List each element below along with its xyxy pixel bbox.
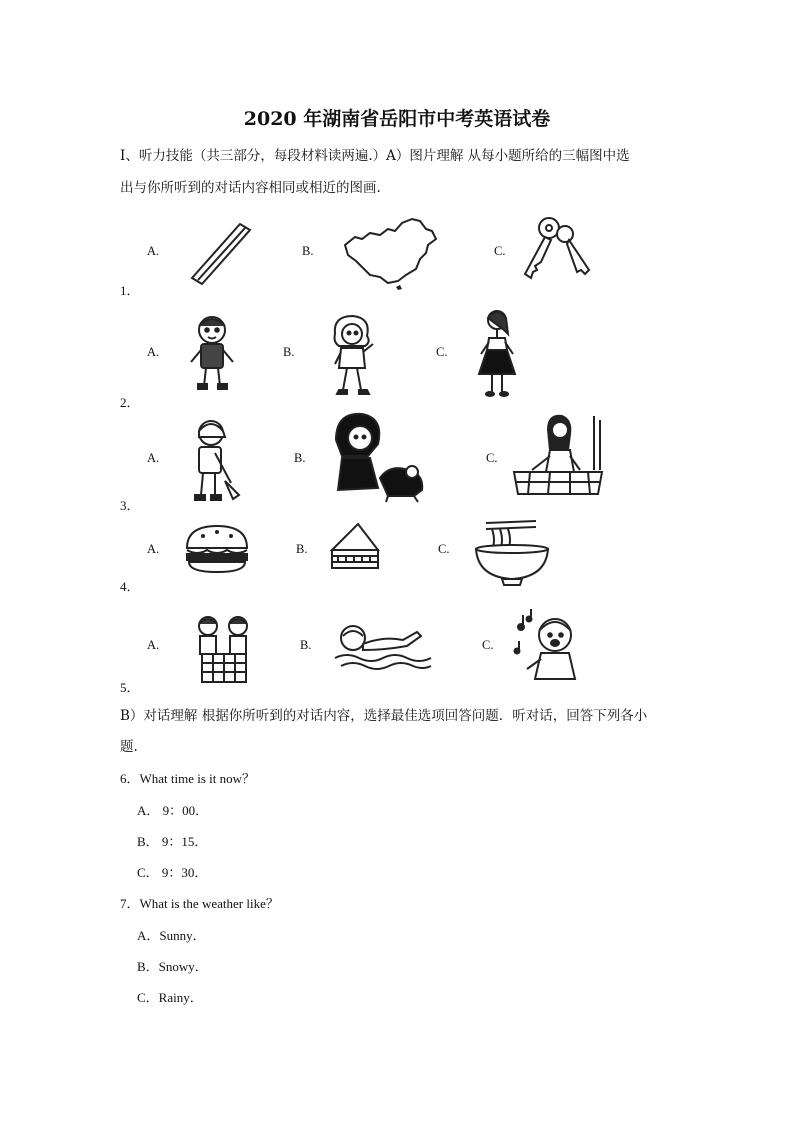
question-7-choice-a[interactable]: A．Sunny． — [137, 928, 206, 943]
section-1-instruction-line-2: 出与你所听到的对话内容相同或相近的图画. — [120, 180, 381, 196]
question-5-number: 5． — [120, 680, 140, 695]
girl-cooking-icon[interactable] — [510, 410, 605, 498]
girl-dress-icon[interactable] — [475, 306, 520, 398]
q4-option-b-label: B. — [296, 542, 308, 556]
q4-option-a-label: A. — [147, 542, 160, 556]
section-2-instruction-line-1: B）对话理解 根据你所听到的对话内容，选择最佳选项回答问题．听对话，回答下列各小 — [120, 708, 648, 724]
q5-option-b-label: B. — [300, 638, 312, 652]
singing-icon[interactable] — [515, 605, 590, 687]
q2-option-b-label: B. — [283, 345, 295, 359]
section-2-instruction-line-2: 题. — [120, 739, 138, 755]
sweeping-icon[interactable] — [185, 415, 245, 503]
question-6-choice-b[interactable]: B． 9：15． — [137, 834, 208, 849]
hamburger-icon[interactable] — [183, 522, 251, 574]
question-2-number: 2． — [120, 395, 140, 410]
china-map-icon[interactable] — [340, 215, 440, 290]
q5-option-a-label: A. — [147, 638, 160, 652]
page-title: 2020 年湖南省岳阳市中考英语试卷 — [243, 108, 551, 130]
girl-walking-icon[interactable] — [325, 312, 380, 397]
q1-option-b-label: B. — [302, 244, 314, 258]
q4-option-c-label: C. — [438, 542, 450, 556]
question-4-number: 4． — [120, 579, 140, 594]
q2-option-c-label: C. — [436, 345, 448, 359]
playing-chess-icon[interactable] — [190, 612, 260, 686]
swimming-icon[interactable] — [333, 622, 438, 672]
q1-option-a-label: A. — [147, 244, 160, 258]
section-1-instruction-line-1: Ⅰ、听力技能（共三部分，每段材料读两遍.）A）图片理解 从每小题所给的三幅图中选 — [120, 148, 630, 164]
q2-option-a-label: A. — [147, 345, 160, 359]
keys-icon[interactable] — [515, 212, 595, 287]
question-6-choice-c[interactable]: C． 9：30． — [137, 865, 208, 880]
q3-option-a-label: A. — [147, 451, 160, 465]
noodles-icon[interactable] — [472, 515, 552, 587]
question-7-choice-b[interactable]: B．Snowy． — [137, 959, 208, 974]
question-6-stem: 6．What time is it now？ — [120, 771, 256, 786]
q3-option-b-label: B. — [294, 451, 306, 465]
question-7-choice-c[interactable]: C．Rainy． — [137, 990, 203, 1005]
sandwich-icon[interactable] — [328, 520, 383, 576]
girl-with-dog-icon[interactable] — [328, 410, 428, 505]
question-1-number: 1． — [120, 283, 140, 298]
ruler-icon[interactable] — [190, 220, 255, 285]
boy-icon[interactable] — [185, 312, 240, 392]
question-7-stem: 7．What is the weather like？ — [120, 896, 279, 911]
question-6-choice-a[interactable]: A． 9：00． — [137, 803, 209, 818]
q1-option-c-label: C. — [494, 244, 506, 258]
q3-option-c-label: C. — [486, 451, 498, 465]
question-3-number: 3． — [120, 498, 140, 513]
q5-option-c-label: C. — [482, 638, 494, 652]
